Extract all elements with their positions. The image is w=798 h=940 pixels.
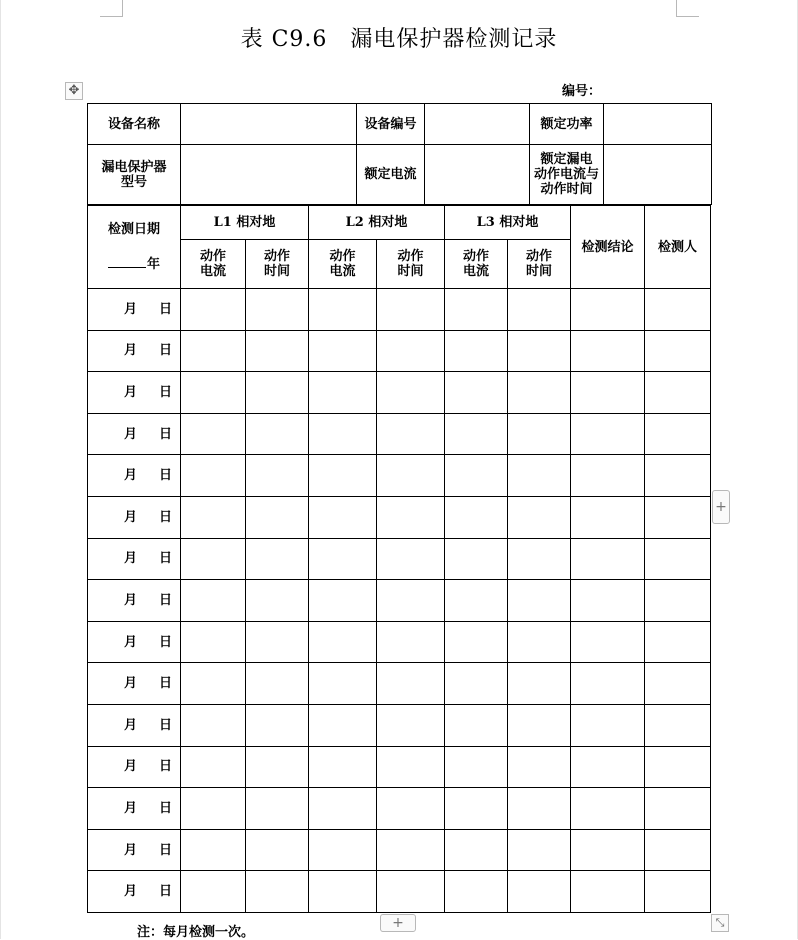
- conclusion-cell[interactable]: [571, 413, 645, 455]
- month-label: 月: [123, 551, 137, 567]
- l3-current-cell[interactable]: [445, 829, 508, 871]
- year-blank[interactable]: [108, 255, 146, 268]
- conclusion-cell[interactable]: [571, 372, 645, 414]
- l2-time-cell[interactable]: [377, 496, 445, 538]
- device-name-label: 设备名称: [88, 104, 181, 145]
- inspector-cell[interactable]: [645, 330, 711, 372]
- l1-at-line2: 时间: [263, 264, 290, 279]
- l1-current-cell[interactable]: [181, 330, 246, 372]
- rcd-model-value[interactable]: [181, 145, 357, 205]
- l3-current-cell[interactable]: [445, 663, 508, 705]
- inspector-cell[interactable]: [645, 663, 711, 705]
- conclusion-cell[interactable]: [571, 788, 645, 830]
- date-cell[interactable]: [88, 829, 181, 871]
- record-number-label: 编号：: [562, 84, 602, 99]
- inspector-cell[interactable]: [645, 788, 711, 830]
- l3-action-time-header: [508, 240, 571, 289]
- l1-current-cell[interactable]: [181, 871, 246, 913]
- measurement-rows: [88, 289, 711, 913]
- l2-header: L2 相对地: [309, 206, 445, 240]
- l2-current-cell[interactable]: [309, 580, 377, 622]
- inspector-cell[interactable]: [645, 746, 711, 788]
- l3-time-cell[interactable]: [508, 580, 571, 622]
- conclusion-cell[interactable]: [571, 621, 645, 663]
- test-date-header: [88, 206, 181, 289]
- rcd-inspection-table: [87, 103, 712, 205]
- day-label: 日: [158, 551, 172, 567]
- month-label: 月: [123, 343, 137, 359]
- add-column-button[interactable]: +: [712, 490, 730, 524]
- table-row: [88, 788, 711, 830]
- l2-time-cell[interactable]: [377, 746, 445, 788]
- l1-time-cell[interactable]: [246, 746, 309, 788]
- year-suffix: 年: [146, 257, 160, 272]
- rated-leakage-line3: 动作时间: [540, 182, 593, 197]
- conclusion-cell[interactable]: [571, 704, 645, 746]
- l3-current-cell[interactable]: [445, 413, 508, 455]
- page-edge-left: [0, 0, 1, 939]
- day-label: 日: [158, 884, 172, 900]
- l2-time-cell[interactable]: [377, 372, 445, 414]
- day-label: 日: [158, 842, 172, 858]
- l1-ac-line2: 电流: [199, 264, 226, 279]
- crop-mark-top-right: [676, 0, 699, 17]
- date-cell[interactable]: [88, 455, 181, 497]
- l3-time-cell[interactable]: [508, 621, 571, 663]
- month-label: 月: [123, 301, 137, 317]
- date-cell[interactable]: [88, 538, 181, 580]
- inspector-cell[interactable]: [645, 289, 711, 331]
- l3-ac-line1: 动作: [462, 249, 489, 264]
- phase-header-row: [88, 206, 711, 240]
- table-row: [88, 746, 711, 788]
- l1-time-cell[interactable]: [246, 580, 309, 622]
- day-label: 日: [158, 343, 172, 359]
- rcd-model-label-line1: 漏电保护器: [101, 159, 167, 175]
- l2-current-cell[interactable]: [309, 289, 377, 331]
- l3-time-cell[interactable]: [508, 829, 571, 871]
- l3-current-cell[interactable]: [445, 330, 508, 372]
- l1-current-cell[interactable]: [181, 289, 246, 331]
- l1-current-cell[interactable]: [181, 663, 246, 705]
- l2-ac-line1: 动作: [329, 249, 356, 264]
- conclusion-header: 检测结论: [571, 206, 645, 289]
- inspector-cell[interactable]: [645, 455, 711, 497]
- device-no-value[interactable]: [425, 104, 530, 145]
- month-label: 月: [123, 634, 137, 650]
- l1-time-cell[interactable]: [246, 829, 309, 871]
- l2-action-current-header: [309, 240, 377, 289]
- l3-time-cell[interactable]: [508, 704, 571, 746]
- l2-time-cell[interactable]: [377, 829, 445, 871]
- l2-time-cell[interactable]: [377, 455, 445, 497]
- l2-current-cell[interactable]: [309, 829, 377, 871]
- l1-action-time-header: [246, 240, 309, 289]
- inspector-cell[interactable]: [645, 621, 711, 663]
- l3-time-cell[interactable]: [508, 413, 571, 455]
- l2-current-cell[interactable]: [309, 496, 377, 538]
- l3-header: L3 相对地: [445, 206, 571, 240]
- inspector-cell[interactable]: [645, 871, 711, 913]
- l1-ac-line1: 动作: [199, 249, 226, 264]
- l2-current-cell[interactable]: [309, 455, 377, 497]
- rated-current-value[interactable]: [425, 145, 530, 205]
- l1-time-cell[interactable]: [246, 538, 309, 580]
- header-row-2: [88, 145, 712, 205]
- year-field: [88, 255, 180, 272]
- l3-action-current-header: [445, 240, 508, 289]
- l3-current-cell[interactable]: [445, 372, 508, 414]
- l3-time-cell[interactable]: [508, 746, 571, 788]
- date-cell[interactable]: [88, 580, 181, 622]
- rcd-model-label-line2: 型号: [120, 174, 147, 190]
- l3-time-cell[interactable]: [508, 663, 571, 705]
- conclusion-cell[interactable]: [571, 829, 645, 871]
- l1-current-cell[interactable]: [181, 788, 246, 830]
- month-label: 月: [123, 759, 137, 775]
- l3-current-cell[interactable]: [445, 496, 508, 538]
- l1-current-cell[interactable]: [181, 621, 246, 663]
- l1-time-cell[interactable]: [246, 663, 309, 705]
- l2-time-cell[interactable]: [377, 663, 445, 705]
- l3-at-line1: 动作: [525, 249, 552, 264]
- l1-time-cell[interactable]: [246, 289, 309, 331]
- test-date-label: 检测日期: [107, 222, 160, 237]
- l2-time-cell[interactable]: [377, 538, 445, 580]
- l1-current-cell[interactable]: [181, 746, 246, 788]
- l1-time-cell[interactable]: [246, 704, 309, 746]
- l1-time-cell[interactable]: [246, 330, 309, 372]
- conclusion-cell[interactable]: [571, 330, 645, 372]
- add-row-button[interactable]: +: [380, 914, 416, 932]
- inspector-cell[interactable]: [645, 372, 711, 414]
- rated-leakage-value[interactable]: [604, 145, 712, 205]
- l1-time-cell[interactable]: [246, 455, 309, 497]
- month-label: 月: [123, 884, 137, 900]
- l1-current-cell[interactable]: [181, 455, 246, 497]
- l2-current-cell[interactable]: [309, 330, 377, 372]
- l2-current-cell[interactable]: [309, 663, 377, 705]
- table-row: [88, 580, 711, 622]
- table-move-handle-icon[interactable]: ✥: [65, 82, 83, 100]
- month-label: 月: [123, 509, 137, 525]
- table-row: [88, 829, 711, 871]
- inspector-cell[interactable]: [645, 580, 711, 622]
- l3-ac-line2: 电流: [462, 264, 489, 279]
- inspector-cell[interactable]: [645, 496, 711, 538]
- date-cell[interactable]: [88, 788, 181, 830]
- l2-time-cell[interactable]: [377, 871, 445, 913]
- l1-current-cell[interactable]: [181, 580, 246, 622]
- l1-current-cell[interactable]: [181, 413, 246, 455]
- l3-time-cell[interactable]: [508, 788, 571, 830]
- conclusion-cell[interactable]: [571, 455, 645, 497]
- l2-ac-line2: 电流: [329, 264, 356, 279]
- device-no-label: 设备编号: [357, 104, 425, 145]
- crop-mark-top-left: [100, 0, 123, 17]
- date-cell[interactable]: [88, 663, 181, 705]
- measurement-table: [87, 205, 711, 913]
- day-label: 日: [158, 384, 172, 400]
- l2-time-cell[interactable]: [377, 704, 445, 746]
- day-label: 日: [158, 759, 172, 775]
- date-cell[interactable]: [88, 330, 181, 372]
- inspector-header: 检测人: [645, 206, 711, 289]
- conclusion-cell[interactable]: [571, 538, 645, 580]
- document-title: 表 C9.6 漏电保护器检测记录: [240, 27, 558, 52]
- l2-at-line2: 时间: [397, 264, 424, 279]
- day-label: 日: [158, 509, 172, 525]
- rcd-model-label: [88, 145, 181, 205]
- inspector-cell[interactable]: [645, 413, 711, 455]
- l2-current-cell[interactable]: [309, 704, 377, 746]
- l2-time-cell[interactable]: [377, 788, 445, 830]
- l2-time-cell[interactable]: [377, 289, 445, 331]
- l1-time-cell[interactable]: [246, 788, 309, 830]
- l2-time-cell[interactable]: [377, 330, 445, 372]
- l1-current-cell[interactable]: [181, 704, 246, 746]
- l3-time-cell[interactable]: [508, 289, 571, 331]
- l3-current-cell[interactable]: [445, 871, 508, 913]
- rated-power-value[interactable]: [604, 104, 712, 145]
- l1-time-cell[interactable]: [246, 871, 309, 913]
- l2-action-time-header: [377, 240, 445, 289]
- l2-current-cell[interactable]: [309, 372, 377, 414]
- l3-at-line2: 时间: [525, 264, 552, 279]
- l1-time-cell[interactable]: [246, 372, 309, 414]
- day-label: 日: [158, 676, 172, 692]
- l1-header: L1 相对地: [181, 206, 309, 240]
- month-label: 月: [123, 717, 137, 733]
- table-resize-handle-icon[interactable]: ⤡: [711, 914, 729, 932]
- date-cell[interactable]: [88, 704, 181, 746]
- l3-time-cell[interactable]: [508, 871, 571, 913]
- day-label: 日: [158, 468, 172, 484]
- l1-time-cell[interactable]: [246, 621, 309, 663]
- month-label: 月: [123, 468, 137, 484]
- table-row: [88, 663, 711, 705]
- l3-current-cell[interactable]: [445, 788, 508, 830]
- table-row: [88, 496, 711, 538]
- l3-current-cell[interactable]: [445, 704, 508, 746]
- l1-at-line1: 动作: [263, 249, 290, 264]
- rated-current-label: 额定电流: [357, 145, 425, 205]
- l2-current-cell[interactable]: [309, 788, 377, 830]
- l1-time-cell[interactable]: [246, 496, 309, 538]
- date-cell[interactable]: [88, 413, 181, 455]
- device-name-value[interactable]: [181, 104, 357, 145]
- date-cell[interactable]: [88, 289, 181, 331]
- inspector-cell[interactable]: [645, 829, 711, 871]
- date-cell[interactable]: [88, 621, 181, 663]
- table-row: [88, 621, 711, 663]
- l1-current-cell[interactable]: [181, 372, 246, 414]
- l3-current-cell[interactable]: [445, 746, 508, 788]
- l1-current-cell[interactable]: [181, 829, 246, 871]
- month-label: 月: [123, 384, 137, 400]
- footnote: 注：每月检测一次。: [137, 925, 255, 940]
- l2-current-cell[interactable]: [309, 621, 377, 663]
- l3-current-cell[interactable]: [445, 538, 508, 580]
- conclusion-cell[interactable]: [571, 580, 645, 622]
- conclusion-cell[interactable]: [571, 496, 645, 538]
- l3-time-cell[interactable]: [508, 538, 571, 580]
- day-label: 日: [158, 426, 172, 442]
- day-label: 日: [158, 634, 172, 650]
- header-row-1: [88, 104, 712, 145]
- table-row: [88, 289, 711, 331]
- l1-action-current-header: [181, 240, 246, 289]
- rated-leakage-label: [530, 145, 604, 205]
- table-row: [88, 330, 711, 372]
- l2-at-line1: 动作: [397, 249, 424, 264]
- l3-current-cell[interactable]: [445, 621, 508, 663]
- day-label: 日: [158, 592, 172, 608]
- l2-current-cell[interactable]: [309, 413, 377, 455]
- l3-time-cell[interactable]: [508, 330, 571, 372]
- conclusion-cell[interactable]: [571, 746, 645, 788]
- month-label: 月: [123, 592, 137, 608]
- table-row: [88, 704, 711, 746]
- l2-time-cell[interactable]: [377, 621, 445, 663]
- l1-time-cell[interactable]: [246, 413, 309, 455]
- l1-current-cell[interactable]: [181, 538, 246, 580]
- conclusion-cell[interactable]: [571, 871, 645, 913]
- month-label: 月: [123, 676, 137, 692]
- l3-time-cell[interactable]: [508, 455, 571, 497]
- conclusion-cell[interactable]: [571, 663, 645, 705]
- l2-time-cell[interactable]: [377, 413, 445, 455]
- table-row: [88, 413, 711, 455]
- month-label: 月: [123, 800, 137, 816]
- conclusion-cell[interactable]: [571, 289, 645, 331]
- l2-time-cell[interactable]: [377, 580, 445, 622]
- l2-current-cell[interactable]: [309, 538, 377, 580]
- month-label: 月: [123, 842, 137, 858]
- rated-leakage-line2: 动作电流与: [534, 167, 600, 182]
- l1-current-cell[interactable]: [181, 496, 246, 538]
- rated-leakage-line1: 额定漏电: [540, 152, 593, 167]
- l2-current-cell[interactable]: [309, 746, 377, 788]
- day-label: 日: [158, 800, 172, 816]
- day-label: 日: [158, 717, 172, 733]
- date-cell[interactable]: [88, 746, 181, 788]
- date-cell[interactable]: [88, 372, 181, 414]
- l3-current-cell[interactable]: [445, 455, 508, 497]
- month-label: 月: [123, 426, 137, 442]
- l3-current-cell[interactable]: [445, 580, 508, 622]
- date-cell[interactable]: [88, 496, 181, 538]
- l3-time-cell[interactable]: [508, 496, 571, 538]
- inspector-cell[interactable]: [645, 538, 711, 580]
- l3-time-cell[interactable]: [508, 372, 571, 414]
- l3-current-cell[interactable]: [445, 289, 508, 331]
- rated-power-label: 额定功率: [530, 104, 604, 145]
- table-row: [88, 455, 711, 497]
- table-row: [88, 538, 711, 580]
- table-row: [88, 372, 711, 414]
- inspector-cell[interactable]: [645, 704, 711, 746]
- day-label: 日: [158, 301, 172, 317]
- table-row: [88, 871, 711, 913]
- l2-current-cell[interactable]: [309, 871, 377, 913]
- date-cell[interactable]: [88, 871, 181, 913]
